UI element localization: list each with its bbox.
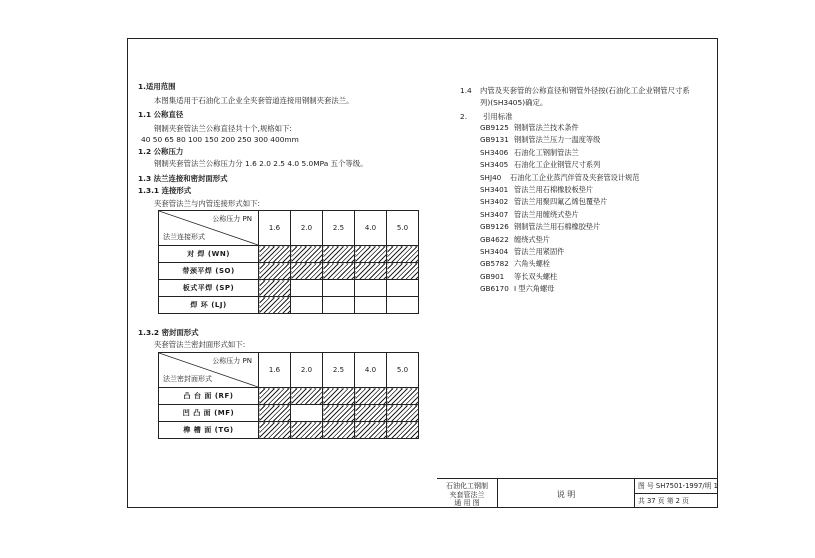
applicable-cell <box>387 246 419 263</box>
corner-pressure-label: 公称压力 PN <box>212 357 252 365</box>
standard-name: 管法兰用紧固件 <box>514 247 565 256</box>
table-row <box>159 263 419 280</box>
sealing-face-table <box>158 352 419 439</box>
empty-cell <box>291 280 323 297</box>
empty-cell <box>355 297 387 314</box>
standard-code: GB901 <box>480 271 505 281</box>
standard-name: 钢制管法兰技术条件 <box>514 123 579 132</box>
pressure-header: 2.5 <box>323 211 355 246</box>
applicable-cell <box>355 422 387 439</box>
section-1-4-line2: 列)(SH3405)确定。 <box>480 98 548 107</box>
applicable-cell <box>259 280 291 297</box>
row-label: 榫 槽 面 (TG) <box>159 422 259 439</box>
corner-pressure-label: 公称压力 PN <box>212 215 252 223</box>
applicable-cell <box>259 388 291 405</box>
applicable-cell <box>291 263 323 280</box>
standard-code: GB4622 <box>480 234 509 244</box>
applicable-cell <box>291 246 323 263</box>
title-block-number <box>634 479 718 508</box>
empty-cell <box>323 297 355 314</box>
empty-cell <box>387 297 419 314</box>
pressure-header: 4.0 <box>355 353 387 388</box>
section-1-3-heading: 1.3 法兰连接和密封面形式 <box>138 174 228 183</box>
section-1-3-1-text: 夹套管法兰与内管连接形式如下: <box>154 199 260 208</box>
row-label: 凸 台 面 (RF) <box>159 388 259 405</box>
standard-code: SH3405 <box>480 160 509 170</box>
applicable-cell <box>387 405 419 422</box>
applicable-cell <box>323 405 355 422</box>
empty-cell <box>323 280 355 297</box>
pressure-header: 1.6 <box>259 353 291 388</box>
table-row <box>159 405 419 422</box>
pressure-header: 4.0 <box>355 211 387 246</box>
applicable-cell <box>259 246 291 263</box>
standard-code: SHJ40 <box>480 172 502 182</box>
empty-cell <box>291 405 323 422</box>
pressure-header: 2.0 <box>291 353 323 388</box>
project-line-2: 夹套管法兰 <box>449 490 485 499</box>
pressure-header: 5.0 <box>387 353 419 388</box>
pressure-header: 2.5 <box>323 353 355 388</box>
section-1-text: 本图集适用于石油化工企业全夹套管道连接用钢制夹套法兰。 <box>154 96 354 105</box>
sheet-title: 说 明 <box>556 490 576 499</box>
standard-name: 钢制管法兰压力一温度等级 <box>514 135 601 145</box>
standard-code: SH3406 <box>480 147 509 157</box>
applicable-cell <box>323 422 355 439</box>
standard-name: 管法兰用缠绕式垫片 <box>514 209 579 219</box>
standard-code: GB9125 <box>480 123 509 132</box>
empty-cell <box>355 280 387 297</box>
table-corner <box>159 353 259 388</box>
standard-code: GB9126 <box>480 222 509 232</box>
section-2-number: 2. <box>460 112 468 121</box>
empty-cell <box>387 280 419 297</box>
section-1-2-heading: 1.2 公称压力 <box>138 147 184 156</box>
standard-name: I 型六角螺母 <box>514 284 555 294</box>
section-1-heading: 1.适用范围 <box>138 82 176 91</box>
applicable-cell <box>259 422 291 439</box>
applicable-cell <box>355 246 387 263</box>
section-1-4-line1: 内管及夹套管的公称直径和钢管外径按(石油化工企业钢管尺寸系 <box>480 86 690 95</box>
standard-name: 等长双头螺柱 <box>514 271 558 281</box>
section-1-1-text: 钢制夹套管法兰公称直径共十个,规格如下: <box>154 124 292 133</box>
corner-type-label: 法兰连接形式 <box>163 233 205 241</box>
table-row <box>159 280 419 297</box>
title-block-name <box>497 479 634 508</box>
standard-name: 石油化工企业钢管尺寸系列 <box>514 160 601 170</box>
row-label: 对 焊 (WN) <box>159 246 259 263</box>
table-row <box>159 388 419 405</box>
row-label: 带颈平焊 (SO) <box>159 263 259 280</box>
standard-name: 缠绕式垫片 <box>514 234 550 244</box>
standard-code: GB5782 <box>480 259 509 269</box>
standard-name: 石油化工企业蒸汽伴管及夹套管设计规范 <box>510 172 640 182</box>
applicable-cell <box>387 388 419 405</box>
table-row <box>159 422 419 439</box>
applicable-cell <box>387 422 419 439</box>
page-count: 共 37 页 第 2 页 <box>638 497 689 505</box>
project-line-1: 石油化工钢制 <box>446 482 488 490</box>
section-1-3-2-text: 夹套管法兰密封面形式如下: <box>154 340 246 349</box>
standard-code: GB9131 <box>480 135 509 145</box>
drawing-number: 图 号 SH7501-1997/明 1 <box>635 479 718 494</box>
standard-code: SH3404 <box>480 247 509 256</box>
standard-code: SH3407 <box>480 209 509 219</box>
applicable-cell <box>259 297 291 314</box>
empty-cell <box>291 297 323 314</box>
standard-code: SH3402 <box>480 197 509 207</box>
applicable-cell <box>355 263 387 280</box>
title-block <box>437 478 718 508</box>
applicable-cell <box>355 405 387 422</box>
standard-name: 管法兰用聚四氟乙烯包覆垫片 <box>514 197 608 207</box>
applicable-cell <box>291 388 323 405</box>
table-row <box>159 297 419 314</box>
row-label: 板式平焊 (SP) <box>159 280 259 297</box>
table-row <box>159 246 419 263</box>
applicable-cell <box>323 246 355 263</box>
standard-name: 六角头螺栓 <box>514 259 550 269</box>
pressure-header: 5.0 <box>387 211 419 246</box>
section-1-4-number: 1.4 <box>460 86 472 95</box>
standard-code: GB6170 <box>480 284 509 294</box>
applicable-cell <box>323 263 355 280</box>
section-1-3-2-heading: 1.3.2 密封面形式 <box>138 328 199 337</box>
standard-name: 管法兰用石棉橡胶板垫片 <box>514 185 594 194</box>
project-line-3: 通 用 图 <box>454 499 480 507</box>
title-block-project <box>437 479 497 508</box>
standard-name: 石油化工钢制管法兰 <box>514 147 579 157</box>
section-1-3-1-heading: 1.3.1 连接形式 <box>138 186 192 195</box>
applicable-cell <box>355 388 387 405</box>
corner-type-label: 法兰密封面形式 <box>163 375 212 383</box>
row-label: 凹 凸 面 (MF) <box>159 405 259 422</box>
section-2-title: 引用标准 <box>483 112 513 121</box>
applicable-cell <box>323 388 355 405</box>
applicable-cell <box>259 405 291 422</box>
nominal-diameters: 40 50 65 80 100 150 200 250 300 400mm <box>141 135 299 144</box>
standard-code: SH3401 <box>480 185 509 194</box>
table-corner <box>159 211 259 246</box>
section-1-1-heading: 1.1 公称直径 <box>138 110 184 119</box>
connection-type-table <box>158 210 419 314</box>
applicable-cell <box>387 263 419 280</box>
pressure-header: 1.6 <box>259 211 291 246</box>
applicable-cell <box>259 263 291 280</box>
row-label: 焊 环 (LJ) <box>159 297 259 314</box>
standard-name: 钢制管法兰用石棉橡胶垫片 <box>514 222 601 232</box>
pressure-header: 2.0 <box>291 211 323 246</box>
section-1-2-text: 钢制夹套管法兰公称压力分 1.6 2.0 2.5 4.0 5.0MPa 五个等级。 <box>154 159 368 168</box>
applicable-cell <box>291 422 323 439</box>
